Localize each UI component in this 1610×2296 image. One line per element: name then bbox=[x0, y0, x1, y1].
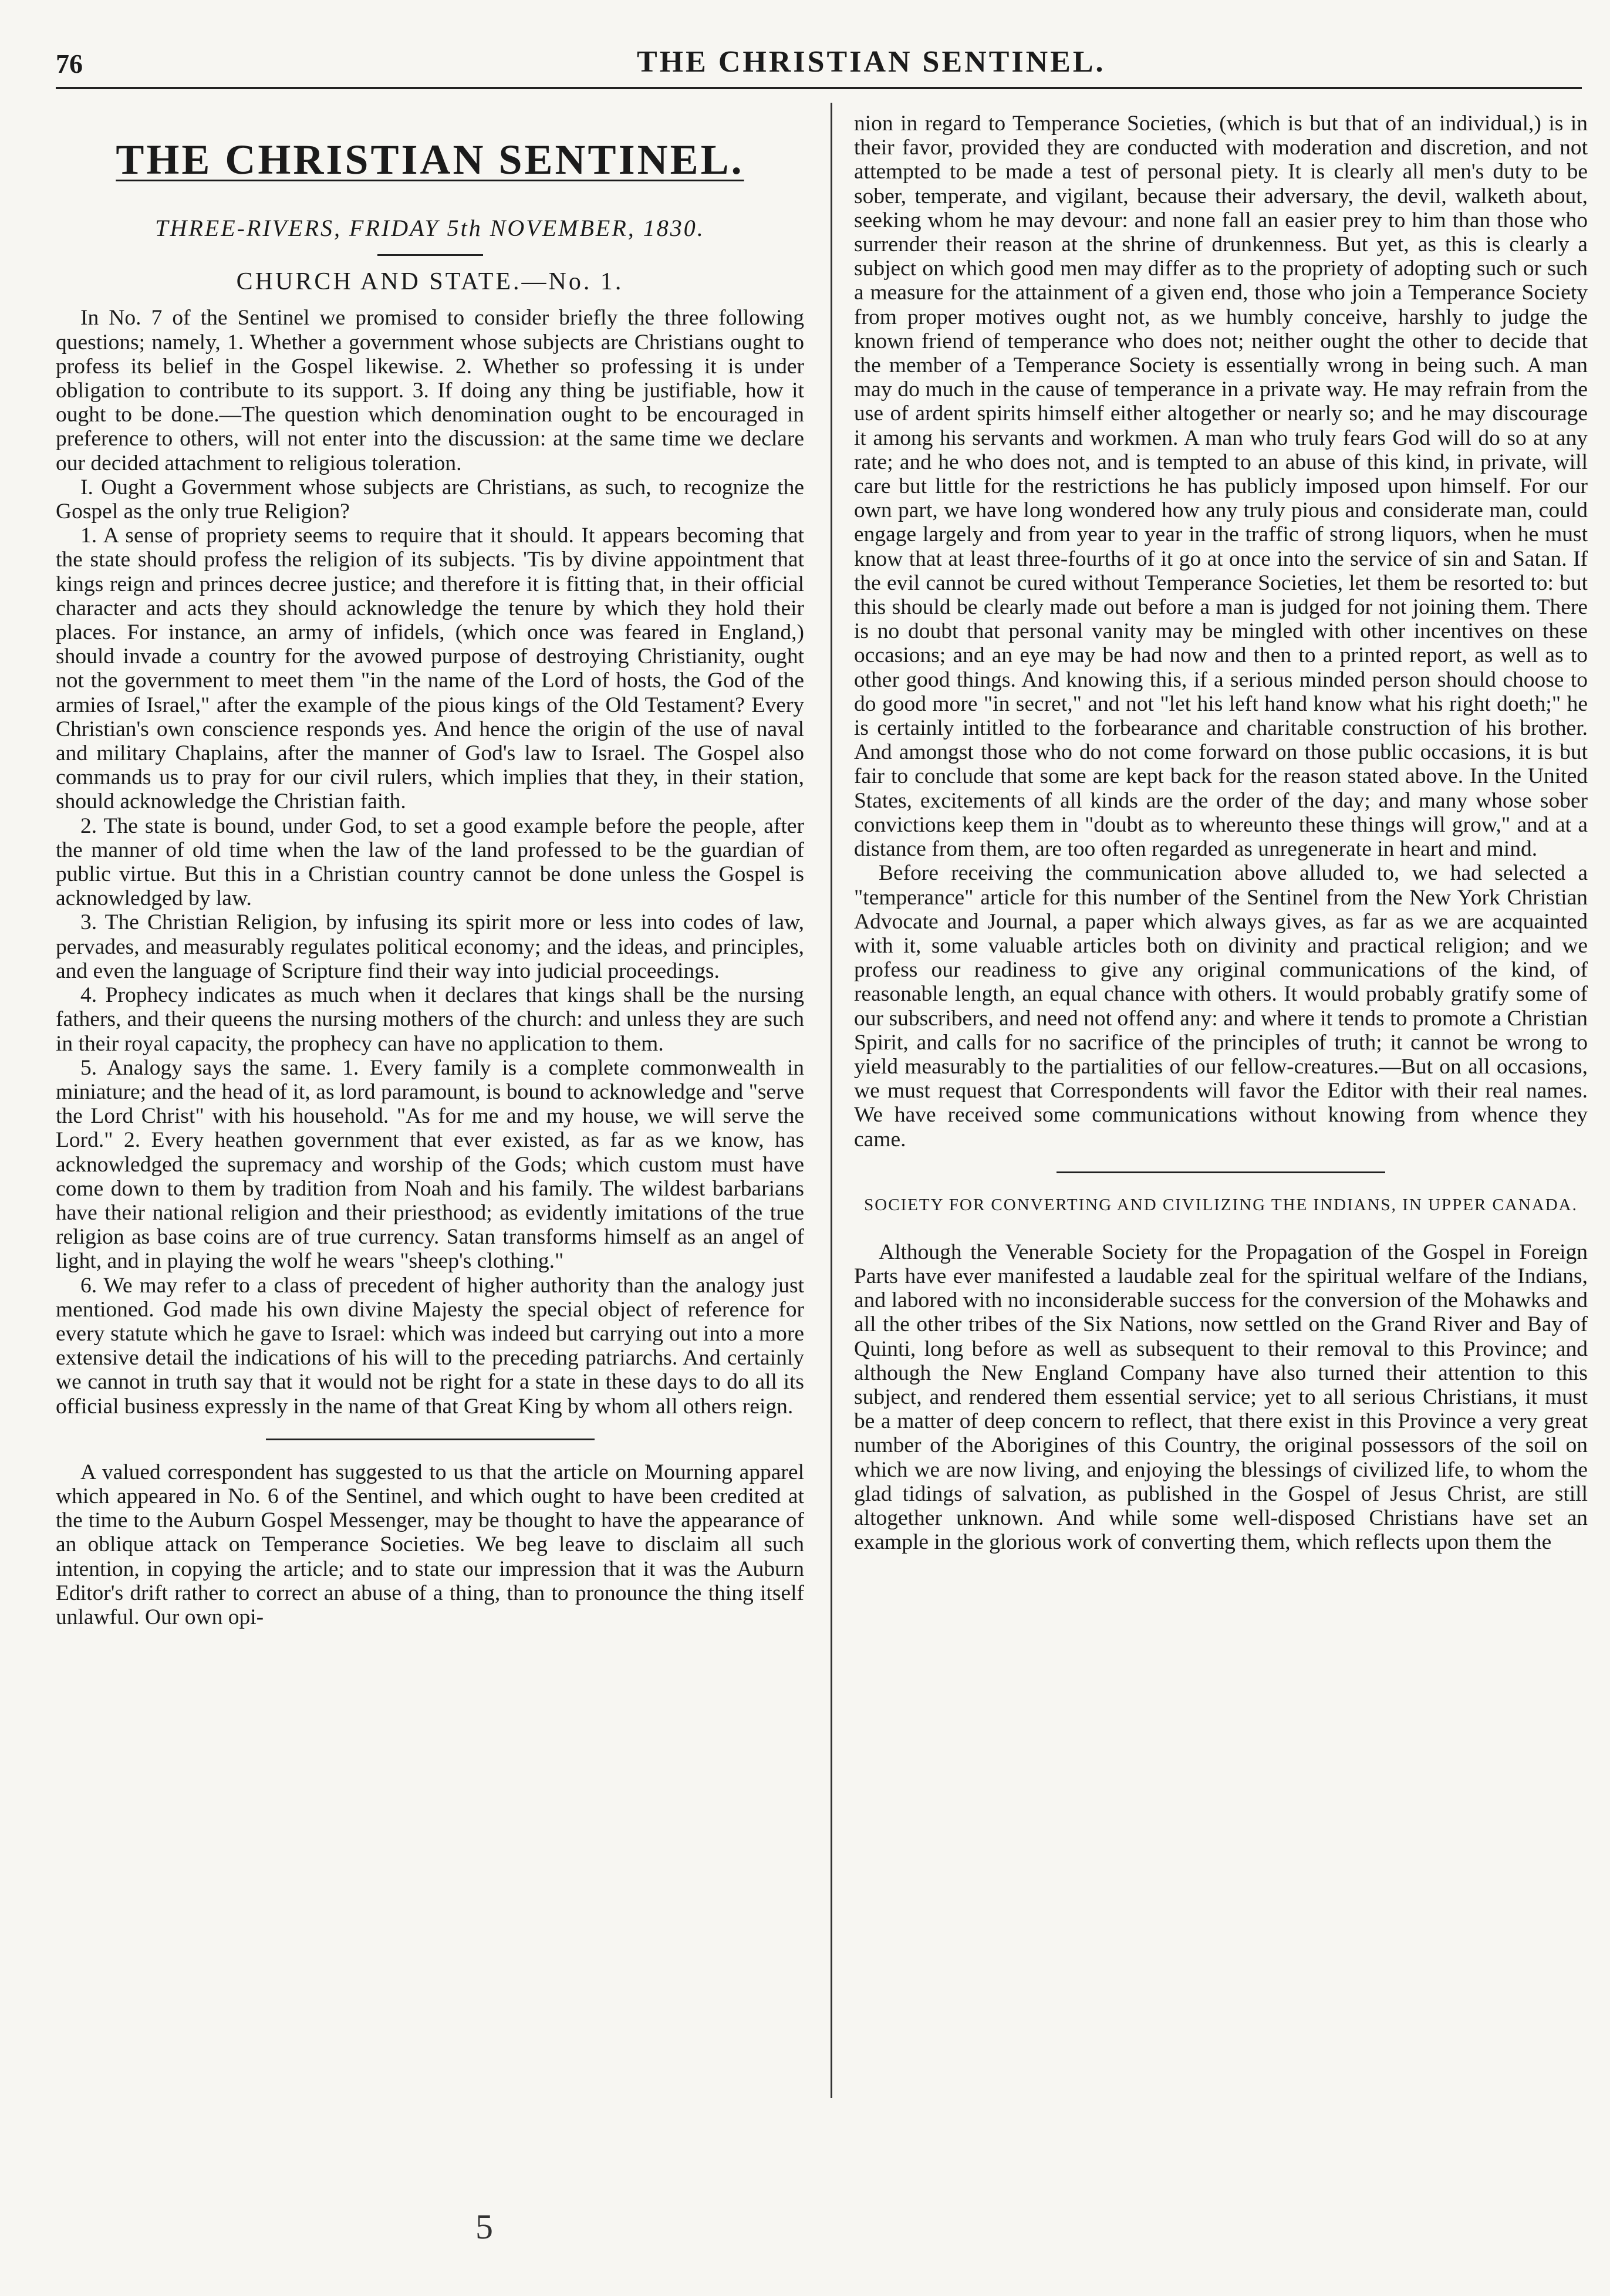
bottom-mark: 5 bbox=[475, 2207, 493, 2246]
paragraph: 4. Prophecy indicates as much when it declares that kings shall be the nursing fathers, and their queens the nursing mothers of the church: and unless they are such in their royal capacity, the prophecy can have no application to them. bbox=[56, 983, 804, 1056]
paragraph: nion in regard to Temperance Societies, (which is but that of an individual,) is in their favor, provided they are conducted with moderation and discretion, and not attempted to be made a test of personal piety. It is clearly all men's duty to be sober, temperate, and vigilant, because their adversary, the devil, walketh about, seeking whom he may devour: and none fall an easier prey to him than those who surrender their reason at the shrine of drunkenness. But yet, as this is clearly a subject on which good men may differ as to the propriety of adopting such or such a measure for the attainment of a given end, those who join a Temperance Society from proper motives ought not, as we humbly conceive, harshly to judge the known friend of temperance who does not; neither ought the other to decide that the member of a Temperance Society is essentially wrong in being such. A man may do much in the cause of temperance in a private way. He may refrain from the use of ardent spirits himself either altogether or nearly so; and he may discourage it among his servants and workmen. A man who truly fears God will do so at any rate; and he who does not, and is tempted to an abuse of this kind, in private, will care but little for the restrictions he has publicly imposed upon himself. For our own part, we have long wondered how any truly pious and considerate man, could engage largely and from year to year in the traffic of strong liquors, when he must know that at least three-fourths of it go at once into the service of sin and Satan. If the evil cannot be cured without Temperance Societies, let them be resorted to: but this should be clearly made out before a man is judged for not joining them. There is no doubt that personal vanity may be mingled with other incentives on these occasions; and an eye may be had now and then to a printed report, as well as to other good things. And knowing this, if a serious minded person should choose to do good more "in secret," and not "let his left hand know what his right doeth;" he is certainly intitled to the forbearance and charitable construction of his brother. And amongst those who do not come forward on those public occasions, it is but fair to conclude that some are kept back for the reason stated above. In the United States, excitements of all kinds are the order of the day; and many whose sober convictions keep them in "doubt as to whereunto these things will grow," and at a distance from them, are too often regarded as unregenerate in heart and mind. bbox=[854, 112, 1588, 862]
paragraph: A valued correspondent has suggested to us that the article on Mourning apparel which appeared in No. 6 of the Sentinel, and which ought to have been credited at the time to the Auburn Gospel Messenger, may be thought to have the appearance of an oblique attack on Temperance Societies. We beg leave to disclaim all such intention, in copying the article; and to state our impression that it was the Auburn Editor's drift rather to correct an abuse of a thing, than to pronounce the thing itself unlawful. Our own opi- bbox=[56, 1460, 804, 1629]
page-number: 76 bbox=[56, 49, 83, 79]
paragraph: 6. We may refer to a class of precedent of higher authority than the analogy just mentioned. God made his own divine Majesty the special object of reference for every statute which he gave to Israel: which was indeed but carrying out into a more extensive detail the indications of his will to the preceding patriarchs. And certainly we cannot in truth say that it would not be right for a state in these days to do all its official business expressly in the name of that Great King by whom all others reign. bbox=[56, 1273, 804, 1419]
column-divider bbox=[831, 103, 832, 2098]
left-column bbox=[56, 112, 804, 1629]
masthead: THE CHRISTIAN SENTINEL. bbox=[116, 136, 744, 183]
paragraph: 1. A sense of propriety seems to require that it should. It appears becoming that the state should profess the religion of its subjects. 'Tis by divine appointment that kings reign and princes decree justice; and therefore it is fitting that, in their official character and acts they should acknowledge the tenure by which they hold their places. For instance, an army of infidels, (which once was feared in England,) should invade a country for the avowed purpose of destroying Christianity, ought not the government to meet them "in the name of the Lord of hosts, the God of the armies of Israel," after the example of the pious kings of the Old Testament? Every Christian's own conscience responds yes. And hence the origin of the use of naval and military Chaplains, after the manner of God's law to Israel. The Gospel also commands us to pray for our civil rulers, which implies that they, in their station, should acknowledge the Christian faith. bbox=[56, 524, 804, 814]
divider-rule bbox=[266, 1439, 595, 1440]
divider-rule bbox=[1057, 1171, 1385, 1173]
paragraph: Before receiving the communication above alluded to, we had selected a "temperance" article for this number of the Sentinel from the New York Christian Advocate and Journal, a paper which always gives, as far as we are acquainted with it, some valuable articles both on divinity and practical religion; and we profess our readiness to give any original communications of the kind, of reasonable length, an equal chance with others. It would probably gratify some of our subscribers, and need not offend any: and where it tends to promote a Christian Spirit, and calls for no sacrifice of the principles of truth; it cannot be wrong to yield measurably to the partialities of our fellow-creatures.—But on all occasions, we must request that Correspondents will favor the Editor with their real names. We have received some communications without knowing from whence they came. bbox=[854, 861, 1588, 1152]
paragraph: 2. The state is bound, under God, to set a good example before the people, after the manner of old time when the law of the land professed to be the guardian of public virtue. But this in a Christian country cannot be done unless the Gospel is acknowledged by law. bbox=[56, 813, 804, 911]
head-rule bbox=[56, 87, 1582, 89]
paragraph: I. Ought a Government whose subjects are Christians, as such, to recognize the Gospel as the only true Religion? bbox=[56, 475, 804, 524]
short-rule bbox=[377, 254, 483, 256]
running-head bbox=[56, 42, 1582, 77]
paragraph: 5. Analogy says the same. 1. Every family is a complete commonwealth in miniature; and the head of it, as lord paramount, is bound to acknowledge and "serve the Lord Christ" with his household. "As for me and my house, we will serve the Lord." 2. Every heathen government that ever existed, as far as we know, has acknowledged the supremacy and worship of the Gods; which custom must have come down to them by tradition from Noah and his family. The wildest barbarians have their national religion and their priesthood; as evidently imitations of the true religion as base coins are of true currency. Satan transforms himself as an angel of light, and in playing the wolf he wears "sheep's clothing." bbox=[56, 1055, 804, 1274]
paragraph: In No. 7 of the Sentinel we promised to consider briefly the three following questions; namely, 1. Whether a government whose subjects are Christians ought to profess its belief in the Gospel likewise. 2. Whether so professing it is under obligation to contribute to its support. 3. If doing any thing be justifiable, how it ought to be done.—The question which denomination ought to be encouraged in preference to others, will not enter into the discussion: at the same time we declare our decided attachment to religious toleration. bbox=[56, 306, 804, 475]
paragraph: 3. The Christian Religion, by infusing its spirit more or less into codes of law, pervades, and measurably regulates political economy; and the ideas, and principles, and even the language of Scripture find their way into judicial proceedings. bbox=[56, 910, 804, 983]
running-title: THE CHRISTIAN SENTINEL. bbox=[637, 45, 1106, 79]
right-column bbox=[854, 112, 1588, 1554]
society-heading: SOCIETY FOR CONVERTING AND CIVILIZING THE INDIANS, IN UPPER CANADA. bbox=[864, 1195, 1578, 1214]
paragraph: Although the Venerable Society for the Propagation of the Gospel in Foreign Parts have ever manifested a laudable zeal for the spiritual welfare of the Indians, and labored with no inconsiderable success for the conversion of the Mohawks and all the other tribes of the Six Nations, now settled on the Grand River and Bay of Quinti, long before as well as subsequent to their removal to this Province; and although the New England Company have also turned their attention to this subject, and rendered them essential service; yet to all serious Christians, it must be a matter of deep concern to reflect, that there exist in this Province a very great number of the Aborigines of this Country, the original possessors of the soil on which we are now living, and enjoying the blessings of civilized life, to whom the glad tidings of salvation, as published in the Gospel of Jesus Christ, are still altogether unknown. And while some well-disposed Christians have set an example in the glorious work of converting them, which reflects upon them the bbox=[854, 1240, 1588, 1555]
section-heading: CHURCH AND STATE.—No. 1. bbox=[236, 268, 624, 296]
dateline: THREE-RIVERS, FRIDAY 5th NOVEMBER, 1830. bbox=[155, 215, 705, 241]
